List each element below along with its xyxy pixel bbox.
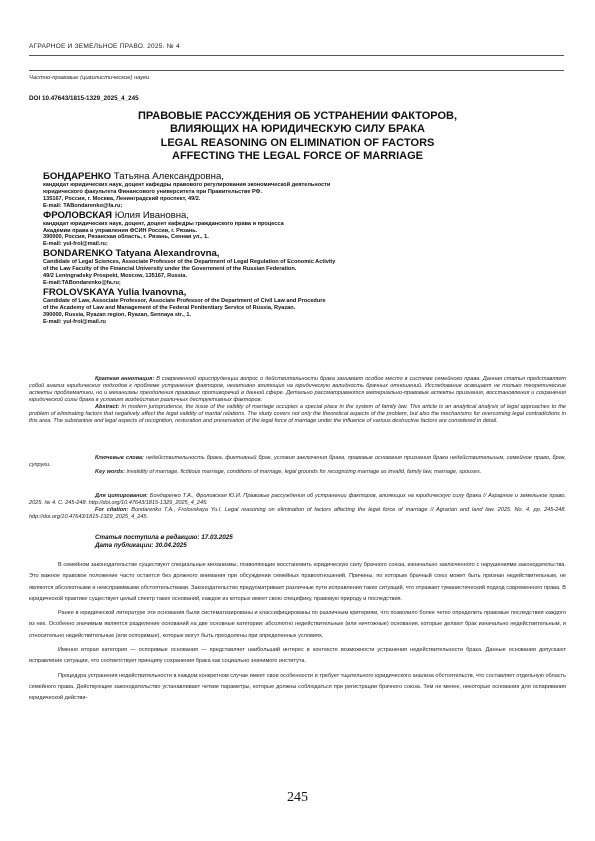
- author-email: E-mail: yul-frol@mail.ru;: [43, 241, 108, 248]
- author-surname: ФРОЛОВСКАЯ: [43, 209, 113, 221]
- title-ru-line-1: ПРАВОВЫЕ РАССУЖДЕНИЯ ОБ УСТРАНЕНИИ ФАКТОРОВ,: [137, 110, 458, 122]
- published-date: Дата публикации: 30.04.2025: [95, 542, 187, 549]
- author-email: E-mail:TABondarenko@fa.ru;: [43, 279, 121, 286]
- citation-ru-label: Для цитирования:: [95, 493, 148, 499]
- author-given-name: Юлия Ивановна,: [114, 209, 190, 221]
- citation-en-label: For citation:: [95, 507, 129, 513]
- body-paragraph: Процедура устранения недействительности в каждом конкретном случае имеет свои особенности и требует тщательного юридического анализа обстоятельств, что составляет отдельную область семейного права. Действующее законодательство устанавливает четкие параметры, которые должны соблюдаться при регистрации брачного союза. Тем не менее, некоторые основания для оспаривания юридической действи-: [29, 672, 566, 702]
- author-address: 390000, Russia, Ryazan region, Ryazan, Sennaya str., 1.: [43, 311, 191, 318]
- author-email: E-mail: yul-frol@mail.ru: [43, 318, 106, 325]
- author-email: E-mail: TABondarenko@fa.ru;: [43, 202, 123, 209]
- author-given-name: Yulia Ivanovna,: [116, 286, 187, 298]
- author-address: 135167, Россия, г. Москва, Ленинградский проспект, 49/2.: [43, 195, 201, 202]
- article-dates: [95, 534, 233, 550]
- author-surname: BONDARENKO: [43, 248, 113, 260]
- header-rule-top: [29, 55, 564, 56]
- citation-en: [29, 507, 566, 521]
- citation-ru-text: Бондаренко Т.А., Фроловская Ю.И. Правовые рассуждения об устранении факторов, влияющих на юридическую силу брака // Аграрное и земельное право. 2025. № 4. С. 245-248. http://doi.org/10.47643/1815-1329_2025_4_245.: [29, 493, 567, 506]
- body-paragraph: Ранее в юридической литературе эти основания были систематизированы и классифицированы по различным критериям, что позволило более четко определить правовые последствия каждого из них. Особенно значимым является разделение оснований на две основные категории: абсолютно недействительные (или ничтожные) основания, которые делают брак изначально недействительным, и относительно недействительные (или оспоримые), которые могут быть преодолены при определенных условиях.: [29, 610, 566, 639]
- citation-en-text: Bondarenko T.A., Frolovskaya Yu.I. Legal reasoning on elimination of factors affecting the legal force of marriage // Agrarian and land law. 2025. No. 4. pp. 245-248. http://doi.org/10.47643/1815-1329_2025_4_245.: [29, 507, 566, 520]
- author-affiliation: of the Law Faculty of the Financial University under the Government of the Russian Federation.: [43, 266, 297, 273]
- abstract-ru-label: Краткая аннотация:: [95, 376, 155, 382]
- body-paragraph: В семейном законодательстве существуют специальные механизмы, позволяющие восстановить юридическую силу брачного союза, изначально заключенного с нарушениями законодательства. Это важное правовое положение часто остается без должного внимания при обсуждении семейных правоотношений. Причины, по которым брачный союз может быть признан недействительным, не являются абсолютными и неисправимыми обстоятельствами. Законодательство предусматривает различные пути исправления таких ситуаций, что отражает гуманистический подход современного права. В юридической практике существует целый спектр таких оснований, каждое из которых имеет свою специфику, правовую природу и последствия.: [29, 562, 566, 602]
- abstract-section: [29, 376, 566, 425]
- author-affiliation: Академии права и управления ФСИН России, г. Рязань.: [43, 227, 198, 234]
- author-affiliation: юридического факультета Финансового университета при Правительстве РФ.: [43, 188, 263, 195]
- author-name: [43, 287, 548, 298]
- page-number: 245: [287, 790, 308, 805]
- body-paragraph: Именно вторая категория — оспоримые основания — представляет наибольший интерес в контексте возможности устранения недействительности брака. Данные основания допускают исправление ситуации, что соответствует принципу сохранения брака как социально значимого института.: [29, 647, 566, 665]
- author-given-name: Tatyana Alexandrovna,: [115, 248, 220, 260]
- title-en-line-2: AFFECTING THE LEGAL FORCE OF MARRIAGE: [172, 150, 423, 162]
- keywords-ru-label: Ключевые слова:: [95, 455, 144, 461]
- author-given-name: Татьяна Александровна,: [113, 171, 224, 182]
- author-3: [43, 287, 548, 326]
- citation-section: [29, 493, 566, 521]
- abstract-en-text: In modern jurisprudence, the issue of the validity of marriage occupies a special place in the system of family law. This article is an analytical analysis of legal approaches to the problem of eliminating factors that negatively affect the legal validity of marital relations. The study covers not only the theoretical aspects of the problem, but also the mechanisms for overcoming legal contradictions in this area. The substantive and legal aspects of recognition, restoration and preservation of the legal force of marriage under the influence of various destructive factors are considered in detail.: [29, 404, 566, 424]
- author-name: [43, 248, 548, 259]
- article-body: [29, 560, 566, 708]
- journal-running-head: АГРАРНОЕ И ЗЕМЕЛЬНОЕ ПРАВО. 2025. № 4: [29, 43, 180, 50]
- title-ru-line-2: ВЛИЯЮЩИХ НА ЮРИДИЧЕСКУЮ СИЛУ БРАКА: [170, 123, 425, 135]
- abstract-ru-text: В современной юриспруденции вопрос о действительности брака занимает особое место в системе семейного права. Данная статья представляет собой анализ юридических подходов к проблеме устранения факторов, негативно влияющих на юридическую валидность брачных отношений. Исследование освещает не только теоретические аспекты проблематики, но и механизмы преодоления правовых противоречий в данной сфере. Детально рассматриваются материально-правовые аспекты признания, восстановления и сохранения юридической силы брака в условиях воздействия различных деструктивных факторов.: [29, 376, 566, 403]
- title-en: [29, 137, 566, 163]
- author-2: [43, 248, 548, 287]
- author-name: [43, 171, 548, 182]
- keywords-en-label: Key words:: [95, 469, 125, 475]
- abstract-en-label: Abstract:: [95, 404, 120, 410]
- author-1: [43, 210, 548, 249]
- author-name: [43, 210, 548, 221]
- title-en-line-1: LEGAL REASONING ON ELIMINATION OF FACTORS: [160, 137, 435, 149]
- author-surname: FROLOVSKAYA: [43, 286, 115, 298]
- header-rule-section: [29, 70, 564, 71]
- citation-ru: [29, 493, 566, 507]
- author-affiliation: Candidate of Legal Sciences, Associate Professor of the Department of Legal Regulation of Economic Activity: [43, 259, 336, 266]
- author-address: 390000, Россия, Рязанская область, г. Рязань, Сенная ул., 1.: [43, 234, 209, 241]
- author-affiliation: Candidate of Law, Associate Professor, Associate Professor of the Department of Civil Law and Procedure: [43, 297, 326, 304]
- author-surname: БОНДАРЕНКО: [43, 171, 112, 182]
- section-label: Частно-правовые (цивилистические) науки: [29, 75, 150, 81]
- author-address: 49/2 Leningradsky Prospekt, Moscow, 135167, Russia.: [43, 273, 188, 280]
- keywords-ru-text: недействительность брака, фиктивный брак, условия заключения брака, правовые основания признания брака недействительным, семейное право, брак, супруги.: [29, 455, 566, 468]
- keywords-ru: [29, 455, 566, 469]
- keywords-section: [29, 455, 566, 476]
- author-0: [43, 171, 548, 210]
- author-block: [43, 171, 548, 326]
- author-affiliation: кандидат юридических наук, доцент, доцент кафедры гражданского права и процесса: [43, 220, 284, 227]
- keywords-en: [29, 469, 566, 476]
- author-affiliation: кандидат юридических наук, доцент кафедры правового регулирования экономической деятельности: [43, 182, 331, 188]
- title-ru: [29, 110, 566, 136]
- keywords-en-text: invalidity of marriage, fictitious marriage, conditions of marriage, legal grounds for recognizing marriage as invalid, family law, marriage, spouses.: [126, 469, 482, 475]
- received-date: Статья поступила в редакцию: 17.03.2025: [95, 534, 233, 541]
- abstract-ru: [29, 376, 566, 404]
- doi: DOI 10.47643/1815-1329_2025_4_245: [29, 95, 139, 102]
- author-affiliation: of the Academy of Law and Management of the Federal Penitentiary Service of Russia, Ryazan.: [43, 304, 296, 311]
- abstract-en: [29, 404, 566, 425]
